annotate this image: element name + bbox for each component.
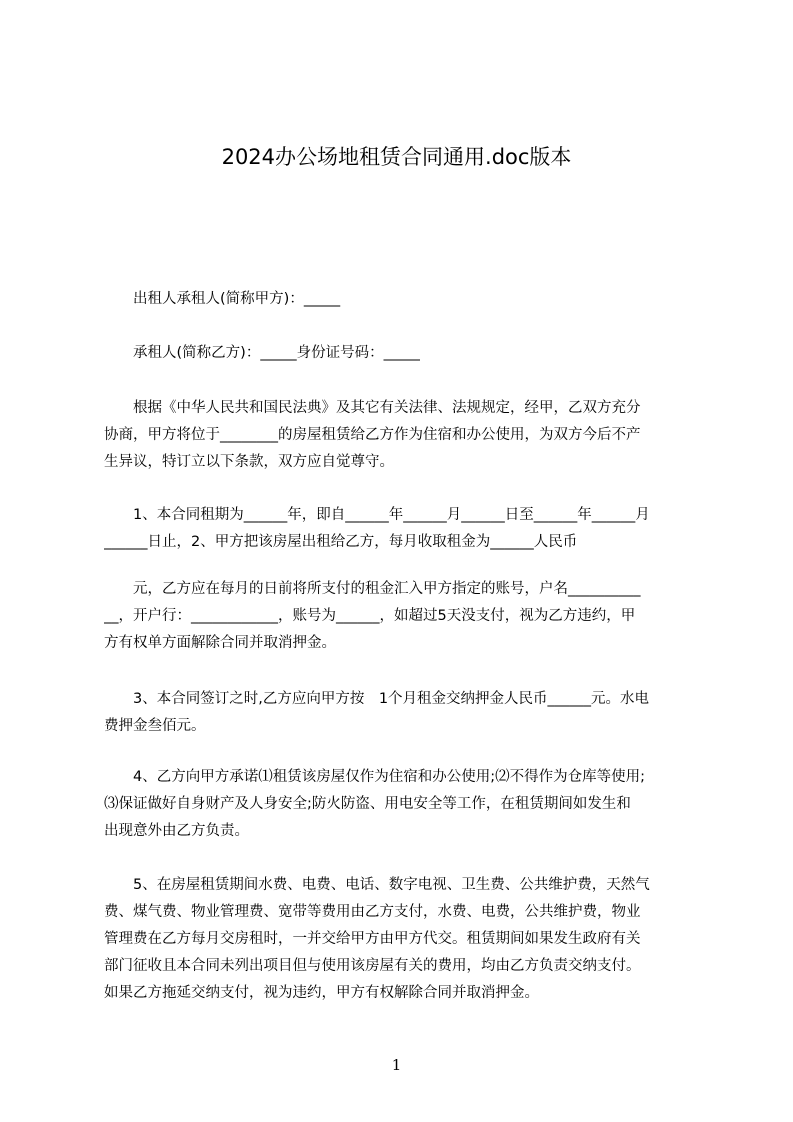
paragraph-line: 元，乙方应在每月的日前将所支付的租金汇入甲方指定的账号，户名__________ xyxy=(104,581,641,597)
clause-5-paragraph xyxy=(104,872,710,1007)
paragraph-line: ⑶保证做好自身财产及人身安全;防火防盗、用电安全等工作，在租赁期间如发生和 xyxy=(104,796,631,812)
paragraph-line: 出现意外由乙方负责。 xyxy=(104,823,249,839)
lessor-paragraph xyxy=(104,286,710,313)
paragraph-line: 5、在房屋租赁期间水费、电费、电话、数字电视、卫生费、公共维护费，天然气 xyxy=(104,877,650,893)
paragraph-line: 协商，甲方将位于________的房屋租赁给乙方作为住宿和办公使用，为双方今后不产 xyxy=(104,427,641,443)
paragraph-line: 如果乙方拖延交纳支付，视为违约，甲方有权解除合同并取消押金。 xyxy=(104,985,539,1001)
paragraph-line: ______日止，2、甲方把该房屋出租给乙方，每月收取租金为______人民币 xyxy=(104,534,578,550)
paragraph-line: 管理费在乙方每月交房租时，一并交给甲方由甲方代交。租赁期间如果发生政府有关 xyxy=(104,931,641,947)
paragraph-line: 部门征收且本合同未列出项目但与使用该房屋有关的费用，均由乙方负责交纳支付。 xyxy=(104,958,641,974)
page-number: 1 xyxy=(391,1056,402,1074)
document-title: 2024办公场地租赁合同通用.doc版本 xyxy=(221,145,572,169)
lessee-paragraph xyxy=(104,340,710,367)
preamble-paragraph xyxy=(104,395,710,476)
clause-3-paragraph xyxy=(104,686,710,740)
paragraph-line: 根据《中华人民共和国民法典》及其它有关法律、法规规定，经甲，乙双方充分 xyxy=(104,400,641,416)
paragraph-line: 费、煤气费、物业管理费、宽带等费用由乙方支付，水费、电费，公共维护费，物业 xyxy=(104,904,641,920)
paragraph-line: 承租人(简称乙方)：_____身份证号码：_____ xyxy=(104,345,420,361)
paragraph-line: 方有权单方面解除合同并取消押金。 xyxy=(104,635,336,651)
paragraph-line: 费押金叁佰元。 xyxy=(104,718,206,734)
paragraph-line: __，开户行：____________，账号为______，如超过5天没支付，视为乙方违约，甲 xyxy=(104,608,636,624)
paragraph-line: 1、本合同租期为______年，即自______年______月______日至______年______月 xyxy=(104,507,650,523)
paragraph-line: 4、乙方向甲方承诺⑴租赁该房屋仅作为住宿和办公使用;⑵不得作为仓库等使用; xyxy=(104,769,645,785)
paragraph-line: 生异议，特订立以下条款，双方应自觉尊守。 xyxy=(104,454,394,470)
clause-1-paragraph xyxy=(104,502,710,556)
rent-payment-paragraph xyxy=(104,576,710,657)
paragraph-line: 出租人承租人(简称甲方)：_____ xyxy=(104,291,341,307)
clause-4-paragraph xyxy=(104,764,710,845)
paragraph-line: 3、本合同签订之时,乙方应向甲方按 1个月租金交纳押金人民币______元。水电 xyxy=(104,691,650,707)
